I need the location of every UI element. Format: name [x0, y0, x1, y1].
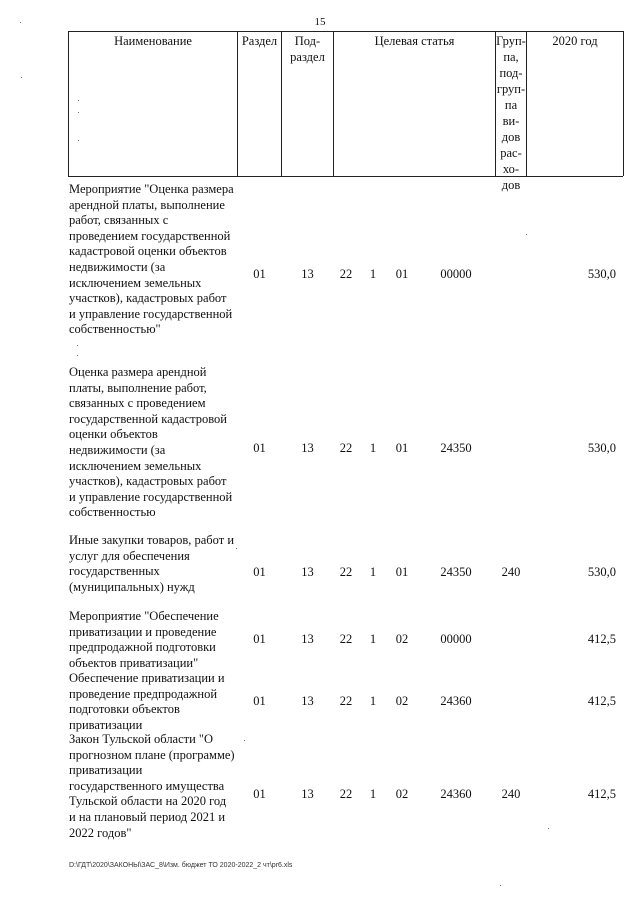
header-col-divider: [526, 31, 527, 176]
file-path-footer: D:\ГДТ\2020\ЗАКОНЫ\ЗАС_8\Изм. бюджет ТО 2020-2022_2 чт\pr6.xls: [69, 862, 293, 869]
row-group: 240: [501, 565, 521, 579]
row-target-part-3: 01: [395, 441, 409, 455]
row-target-part-2: 1: [369, 694, 377, 708]
scan-speck: [77, 345, 78, 346]
row-subsection: 13: [301, 441, 314, 455]
row-target-part-4: 24350: [440, 441, 472, 455]
row-subsection: 13: [301, 787, 314, 801]
header-col-divider: [623, 31, 624, 176]
row-target-part-2: 1: [369, 787, 377, 801]
row-target-part-2: 1: [369, 267, 377, 281]
row-target-part-4: 24360: [440, 694, 472, 708]
row-target-part-4: 00000: [440, 267, 472, 281]
header-col-divider: [68, 31, 69, 176]
header-target-article: Целевая статья: [374, 34, 455, 48]
header-section: Раздел: [241, 34, 278, 48]
row-target-part-3: 02: [395, 787, 409, 801]
row-target-part-2: 1: [369, 441, 377, 455]
row-amount: 530,0: [587, 267, 616, 281]
row-section: 01: [253, 441, 266, 455]
row-target-part-2: 1: [369, 565, 377, 579]
row-amount: 530,0: [587, 441, 616, 455]
row-target-part-2: 1: [369, 632, 377, 646]
row-target-part-3: 01: [395, 267, 409, 281]
row-section: 01: [253, 694, 266, 708]
row-target-part-3: 02: [395, 694, 409, 708]
row-amount: 412,5: [587, 787, 616, 801]
scan-speck: [21, 77, 22, 78]
row-target-part-1: 22: [339, 441, 353, 455]
row-section: 01: [253, 267, 266, 281]
row-group: 240: [501, 787, 521, 801]
row-target-part-3: 01: [395, 565, 409, 579]
row-name: Оценка размера арендной платы, выполнение работ, связанных с проведением государственной кадастровой оценки объектов недвижимости (за исключением земельных участков), кадастровых работ и управление государственной собственностью: [69, 365, 233, 520]
row-subsection: 13: [301, 267, 314, 281]
row-amount: 412,5: [587, 694, 616, 708]
row-target-part-1: 22: [339, 267, 353, 281]
row-target-part-1: 22: [339, 632, 353, 646]
header-year: 2020 год: [552, 34, 598, 48]
row-name: Мероприятие "Обеспечение приватизации и проведение предпродажной подготовки объектов приватизации": [69, 609, 219, 670]
scan-speck: [78, 100, 79, 101]
row-subsection: 13: [301, 565, 314, 579]
row-target-part-4: 24350: [440, 565, 472, 579]
header-bottom-border: [68, 176, 623, 177]
header-col-divider: [333, 31, 334, 176]
row-subsection: 13: [301, 632, 314, 646]
row-target-part-3: 02: [395, 632, 409, 646]
header-subsection: Под- раздел: [290, 34, 325, 64]
scan-speck: [20, 22, 21, 23]
scan-speck: [77, 355, 78, 356]
row-subsection: 13: [301, 694, 314, 708]
scan-speck: [244, 740, 245, 741]
row-amount: 412,5: [587, 632, 616, 646]
row-name: Обеспечение приватизации и проведение предпродажной подготовки объектов приватизации: [69, 671, 225, 732]
row-section: 01: [253, 632, 266, 646]
row-amount: 530,0: [587, 565, 616, 579]
row-name: Иные закупки товаров, работ и услуг для обеспечения государственных (муниципальных) нужд: [69, 533, 235, 594]
row-name: Закон Тульской области "О прогнозном плане (программе) приватизации государственного имущества Тульской области на 2020 год и на плановый период 2021 и 2022 годов": [69, 732, 235, 840]
page-number: 15: [314, 16, 326, 28]
scan-speck: [78, 140, 79, 141]
scan-speck: [526, 234, 527, 235]
scan-speck: [236, 548, 237, 549]
row-target-part-1: 22: [339, 565, 353, 579]
row-name: Мероприятие "Оценка размера арендной платы, выполнение работ, связанных с проведением государственной кадастровой оценки объектов недвижимости (за исключением земельных участков), кадастровых работ и управление государственной собственностью": [69, 182, 234, 337]
header-top-border: [68, 31, 623, 32]
row-target-part-1: 22: [339, 787, 353, 801]
row-target-part-1: 22: [339, 694, 353, 708]
header-name: Наименование: [114, 34, 192, 48]
header-group: Груп- па, под- груп- па ви- дов рас- хо- дов: [496, 34, 526, 192]
header-col-divider: [237, 31, 238, 176]
row-target-part-4: 24360: [440, 787, 472, 801]
row-section: 01: [253, 565, 266, 579]
scan-speck: [500, 885, 501, 886]
row-target-part-4: 00000: [440, 632, 472, 646]
scan-speck: [78, 112, 79, 113]
scan-speck: [548, 828, 549, 829]
row-section: 01: [253, 787, 266, 801]
